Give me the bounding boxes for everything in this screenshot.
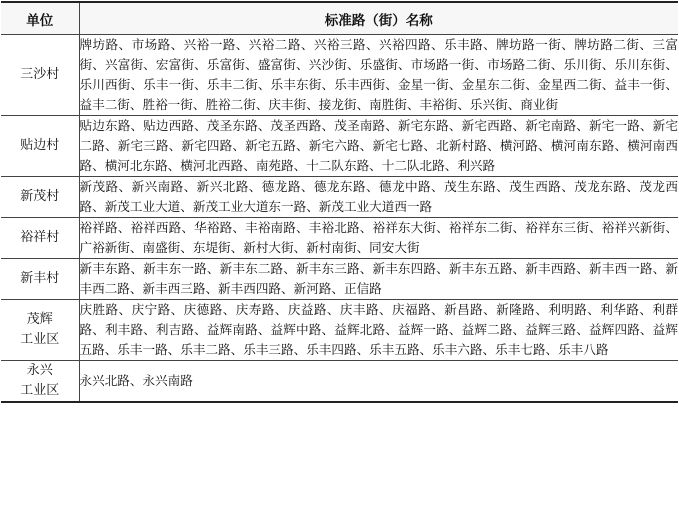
street-names-cell: 新丰东路、新丰东一路、新丰东二路、新丰东三路、新丰东四路、新丰东五路、新丰西路、新丰西一路、新丰西二路、新丰西三路、新丰西四路、新河路、正信路 xyxy=(79,259,678,300)
unit-label: 工业区 xyxy=(20,383,60,398)
street-names-cell: 牌坊路、市场路、兴裕一路、兴裕二路、兴裕三路、兴裕四路、乐丰路、牌坊路一街、牌坊路二街、三富街、兴富街、宏富街、乐富街、盛富街、兴沙街、乐盛街、市场路一街、市场路二街、乐川街、乐川东街、乐川西街、乐丰一街、乐丰二街、乐丰东街、乐丰西街、金星一街、金星东二街、金星西二街、益丰一街、益丰二街、胜裕一街、胜裕二街、庆丰街、接龙街、南胜街、丰裕街、乐兴街、商业街 xyxy=(79,35,678,116)
unit-cell xyxy=(1,35,79,116)
unit-label: 永兴 xyxy=(26,363,53,378)
street-names-cell: 新茂路、新兴南路、新兴北路、德龙路、德龙东路、德龙中路、茂生东路、茂生西路、茂龙东路、茂龙西路、新茂工业大道、新茂工业大道东一路、新茂工业大道西一路 xyxy=(79,177,678,218)
unit-label: 工业区 xyxy=(20,332,60,347)
table-row xyxy=(1,177,678,218)
street-names-cell: 庆胜路、庆宁路、庆德路、庆寿路、庆益路、庆丰路、庆福路、新昌路、新隆路、利明路、利华路、利群路、利丰路、利吉路、益辉南路、益辉中路、益辉北路、益辉一路、益辉二路、益辉三路、益辉四路、益辉五路、乐丰一路、乐丰二路、乐丰三路、乐丰四路、乐丰五路、乐丰六路、乐丰七路、乐丰八路 xyxy=(79,300,678,361)
table-row xyxy=(1,361,678,403)
unit-label: 新丰村 xyxy=(20,271,60,286)
unit-label: 贴边村 xyxy=(20,138,60,153)
unit-label: 裕祥村 xyxy=(20,230,60,245)
unit-cell xyxy=(1,361,79,403)
street-names-cell: 永兴北路、永兴南路 xyxy=(79,361,678,403)
table-row xyxy=(1,218,678,259)
table-row xyxy=(1,259,678,300)
street-names-cell: 贴边东路、贴边西路、茂圣东路、茂圣西路、茂圣南路、新宅东路、新宅西路、新宅南路、新宅一路、新宅二路、新宅三路、新宅四路、新宅五路、新宅六路、新宅七路、北新村路、横河路、横河南东路、横河南西路、横河北东路、横河北西路、南苑路、十二队东路、十二队北路、利兴路 xyxy=(79,116,678,177)
unit-cell xyxy=(1,259,79,300)
table-row xyxy=(1,35,678,116)
unit-label: 三沙村 xyxy=(20,67,60,82)
header-unit: 单位 xyxy=(1,2,79,35)
street-names-table xyxy=(1,1,678,403)
street-names-cell: 裕祥路、裕祥西路、华裕路、丰裕南路、丰裕北路、裕祥东大街、裕祥东二街、裕祥东三街、裕祥兴新街、广裕新街、南盛街、东堤街、新村大街、新村南街、同安大街 xyxy=(79,218,678,259)
unit-label: 茂辉 xyxy=(26,312,53,327)
table-header-row xyxy=(1,2,678,35)
unit-cell xyxy=(1,116,79,177)
unit-label: 新茂村 xyxy=(20,189,60,204)
table-row xyxy=(1,116,678,177)
table-row xyxy=(1,300,678,361)
header-standard-names: 标准路（街）名称 xyxy=(79,2,678,35)
unit-cell xyxy=(1,177,79,218)
unit-cell xyxy=(1,218,79,259)
unit-cell xyxy=(1,300,79,361)
